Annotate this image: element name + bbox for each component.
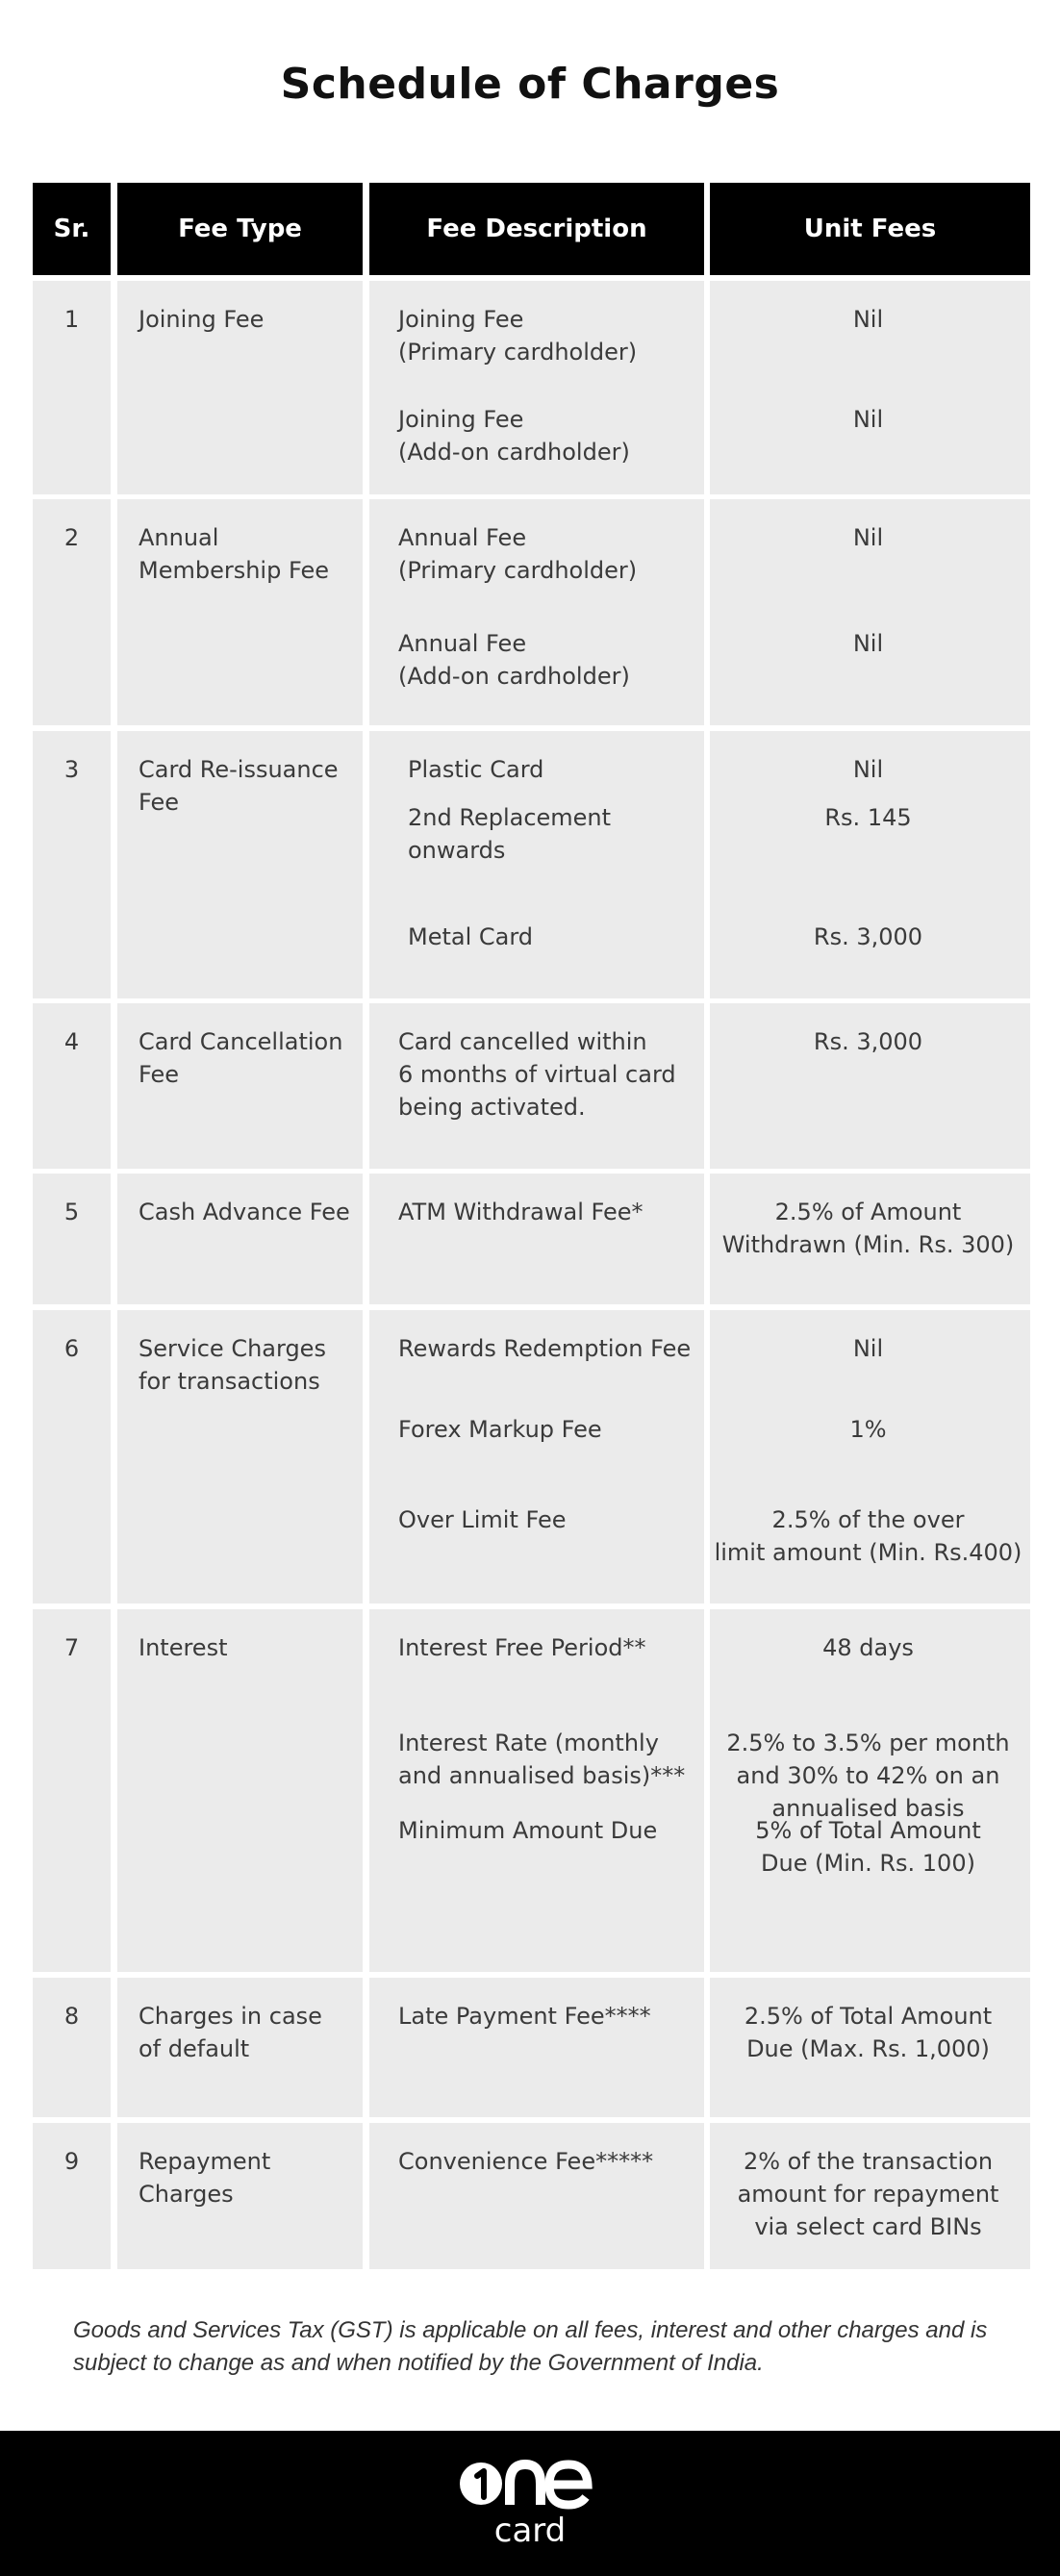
text-line: 2nd Replacement: [408, 804, 612, 831]
text-line: Rewards Redemption Fee: [398, 1335, 692, 1362]
column-header-fee-type: Fee Type: [117, 183, 363, 275]
fee-type: [139, 753, 339, 819]
row-number: 4: [63, 1028, 80, 1055]
text-line: Membership Fee: [139, 557, 329, 584]
text-line: Nil: [852, 406, 884, 433]
gst-footnote: Goods and Services Tax (GST) is applicable on all fees, interest and other charges and is subject to change as and when notified by the Government of India.: [73, 2317, 988, 2376]
row-number: 2: [63, 524, 80, 551]
text-line: onwards: [408, 837, 506, 864]
unit-fee: [710, 521, 1026, 554]
text-line: 2.5% to 3.5% per month: [726, 1730, 1010, 1756]
column-header-fee-description: Fee Description: [369, 183, 704, 275]
text-line: Fee: [139, 1061, 180, 1088]
text-line: Interest Free Period**: [398, 1634, 646, 1661]
text-line: Joining Fee: [398, 306, 524, 333]
text-line: Joining Fee: [139, 306, 265, 333]
unit-fee: [710, 1332, 1026, 1365]
fee-description: [398, 1025, 676, 1124]
fee-type: [139, 303, 264, 336]
text-line: Card Cancellation: [139, 1028, 343, 1055]
fee-type: [139, 1332, 326, 1398]
fee-description: [398, 1503, 567, 1536]
row-number: 3: [63, 756, 80, 783]
fee-description: [398, 1413, 602, 1446]
fee-description: [408, 753, 543, 786]
fee-description: [398, 521, 637, 587]
row-number: 6: [63, 1335, 80, 1362]
text-line: (Primary cardholder): [398, 557, 638, 584]
unit-fee: [710, 1503, 1026, 1569]
text-line: Nil: [852, 1335, 884, 1362]
unit-fee: [710, 1814, 1026, 1880]
column-header-unit-fees: Unit Fees: [710, 183, 1030, 275]
text-line: 2.5% of Amount: [774, 1199, 962, 1225]
text-line: Card Re-issuance: [139, 756, 339, 783]
row-number: 1: [63, 306, 80, 333]
unit-fee: [710, 403, 1026, 436]
unit-fee: [710, 1631, 1026, 1664]
text-line: Over Limit Fee: [398, 1506, 567, 1533]
text-line: Card cancelled within: [398, 1028, 647, 1055]
text-line: being activated.: [398, 1094, 586, 1121]
text-line: of default: [139, 2035, 250, 2062]
unit-fee: [710, 1196, 1026, 1261]
text-line: limit amount (Min. Rs.400): [714, 1539, 1022, 1566]
page-title: Schedule of Charges: [280, 60, 780, 109]
text-line: Repayment: [139, 2148, 271, 2175]
fee-type: [139, 2145, 270, 2210]
text-line: 6 months of virtual card: [398, 1061, 676, 1088]
text-line: and annualised basis)***: [398, 1762, 686, 1789]
text-line: for transactions: [139, 1368, 320, 1395]
row-number: 7: [63, 1634, 80, 1661]
text-line: (Add-on cardholder): [398, 663, 630, 690]
text-line: via select card BINs: [754, 2213, 982, 2240]
text-line: Interest: [139, 1634, 228, 1661]
text-line: Nil: [852, 524, 884, 551]
table-cell-fee-description: [369, 1174, 704, 1304]
text-line: Rs. 145: [824, 804, 912, 831]
row-number: 8: [63, 2003, 80, 2030]
text-line: 5% of Total Amount: [755, 1817, 981, 1844]
text-line: Metal Card: [408, 923, 534, 950]
unit-fee: [710, 303, 1026, 336]
unit-fee: [710, 801, 1026, 834]
fee-description: [398, 1196, 644, 1228]
text-line: amount for repayment: [737, 2181, 999, 2208]
table-cell-sr: [33, 1174, 111, 1304]
text-line: Plastic Card: [408, 756, 544, 783]
text-line: (Add-on cardholder): [398, 439, 630, 466]
fee-type: [139, 521, 329, 587]
fee-description: [398, 303, 637, 368]
unit-fee: [710, 1413, 1026, 1446]
fee-description: [398, 2145, 653, 2178]
text-line: 48 days: [822, 1634, 914, 1661]
fee-description: [398, 1727, 685, 1792]
text-line: Late Payment Fee****: [398, 2003, 651, 2030]
text-line: Nil: [852, 630, 884, 657]
column-header-sr: Sr.: [33, 183, 111, 275]
text-line: Nil: [852, 756, 884, 783]
unit-fee: [710, 627, 1026, 660]
fee-description: [408, 921, 533, 953]
text-line: 2.5% of Total Amount: [744, 2003, 993, 2030]
fee-description: [398, 1631, 646, 1664]
fee-type: [139, 2000, 322, 2065]
fee-description: [398, 2000, 651, 2033]
unit-fee: [710, 921, 1026, 953]
text-line: 2.5% of the over: [771, 1506, 965, 1533]
text-line: 2% of the transaction: [743, 2148, 994, 2175]
row-number: 9: [63, 2148, 80, 2175]
text-line: 1%: [849, 1416, 887, 1443]
svg-text:card: card: [493, 2512, 567, 2549]
fee-type: [139, 1631, 227, 1664]
text-line: ATM Withdrawal Fee*: [398, 1199, 644, 1225]
text-line: Due (Max. Rs. 1,000): [746, 2035, 990, 2062]
text-line: Charges: [139, 2181, 234, 2208]
fee-description: [398, 1332, 691, 1365]
text-line: Annual: [139, 524, 219, 551]
text-line: Convenience Fee*****: [398, 2148, 654, 2175]
table-cell-fee-description: [369, 1978, 704, 2117]
row-number: 5: [63, 1199, 80, 1225]
text-line: Withdrawn (Min. Rs. 300): [721, 1231, 1015, 1258]
fee-description: [398, 627, 630, 693]
unit-fee: [710, 2145, 1026, 2243]
text-line: Due (Min. Rs. 100): [761, 1850, 975, 1877]
unit-fee: [710, 1727, 1026, 1825]
unit-fee: [710, 753, 1026, 786]
text-line: Rs. 3,000: [813, 1028, 923, 1055]
text-line: Annual Fee: [398, 630, 527, 657]
text-line: Service Charges: [139, 1335, 326, 1362]
table-cell-sr: [33, 1978, 111, 2117]
fee-type: [139, 1196, 350, 1228]
text-line: Nil: [852, 306, 884, 333]
text-line: Fee: [139, 789, 180, 816]
text-line: Cash Advance Fee: [139, 1199, 350, 1225]
text-line: annualised basis: [771, 1795, 965, 1822]
text-line: Joining Fee: [398, 406, 524, 433]
unit-fee: [710, 1025, 1026, 1058]
fee-description: [408, 801, 611, 867]
text-line: Annual Fee: [398, 524, 527, 551]
text-line: and 30% to 42% on an: [736, 1762, 1000, 1789]
table-cell-fee-type: [117, 1174, 363, 1304]
fee-type: [139, 1025, 342, 1091]
unit-fee: [710, 2000, 1026, 2065]
text-line: (Primary cardholder): [398, 339, 638, 366]
text-line: Charges in case: [139, 2003, 322, 2030]
text-line: Rs. 3,000: [813, 923, 923, 950]
text-line: Minimum Amount Due: [398, 1817, 658, 1844]
onecard-logo: [458, 2453, 602, 2549]
fee-description: [398, 1814, 657, 1847]
fee-description: [398, 403, 630, 468]
text-line: Forex Markup Fee: [398, 1416, 602, 1443]
text-line: Interest Rate (monthly: [398, 1730, 659, 1756]
